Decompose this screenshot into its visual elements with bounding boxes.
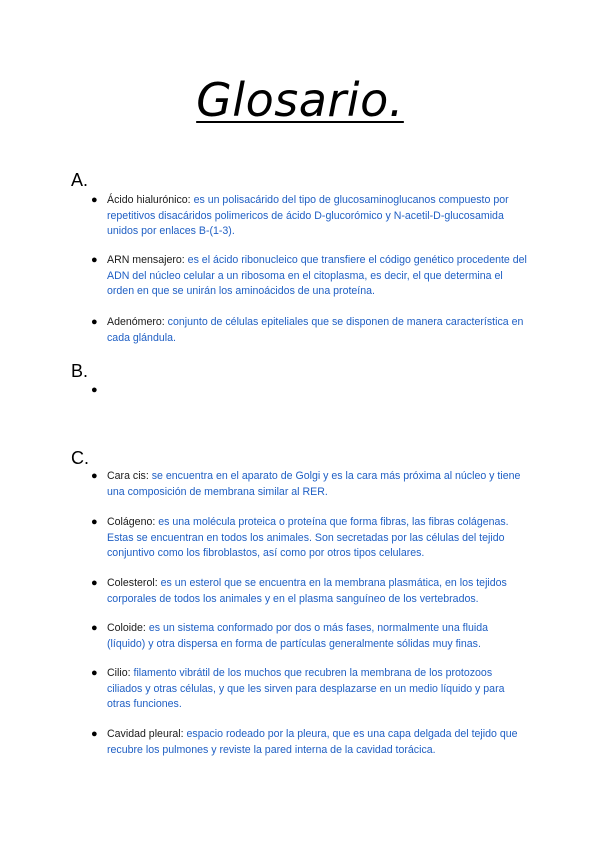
glossary-entry-colesterol [91, 576, 527, 607]
entry-term: Adenómero: [107, 316, 168, 328]
entry-definition: filamento vibrátil de los muchos que recubren la membrana de los protozoos ciliados y otras células, y que les sirven para desplazarse en un medio líquido y para otras funciones. [107, 667, 505, 711]
glossary-entry-acido-hialuronico [91, 193, 527, 240]
bullet-icon: ● [91, 194, 98, 206]
bullet-icon: ● [91, 622, 98, 634]
bullet-icon: ● [91, 316, 98, 328]
bullet-icon: ● [91, 254, 98, 266]
glossary-entry-coloide [91, 621, 527, 652]
bullet-icon: ● [91, 667, 98, 679]
glossary-entry-cavidad-pleural [91, 727, 527, 758]
section-heading-a: A. [71, 170, 89, 190]
entry-term: ARN mensajero: [107, 254, 188, 266]
entry-term: Colágeno: [107, 516, 159, 528]
glossary-entry-cara-cis [91, 469, 527, 500]
entry-definition: espacio rodeado por la pleura, que es una capa delgada del tejido que recubre los pulmones y reviste la pared interna de la cavidad torácica. [107, 728, 518, 756]
entry-definition: conjunto de células epiteliales que se disponen de manera característica en cada glándula. [107, 316, 524, 344]
entry-term: Coloide: [107, 622, 149, 634]
bullet-icon: ● [91, 470, 98, 482]
glossary-entry-adenomero [91, 315, 527, 346]
glossary-entry-colageno [91, 515, 527, 562]
bullet-icon: ● [91, 577, 98, 589]
section-heading-b: B. [71, 361, 89, 381]
empty-bullet-icon: ● [91, 384, 98, 396]
entry-term: Colesterol: [107, 577, 161, 589]
entry-definition: se encuentra en el aparato de Golgi y es la cara más próxima al núcleo y tiene una composición de membrana similar al RER. [107, 470, 521, 498]
bullet-icon: ● [91, 516, 98, 528]
entry-definition: es un polisacárido del tipo de glucosaminoglucanos compuesto por repetitivos disacáridos polimericos de ácido D-glucorómico y N-acetil-D-glucosamida unidos por enlaces B-(1-3). [107, 194, 509, 238]
glossary-entry-cilio [91, 666, 527, 713]
bullet-icon: ● [91, 728, 98, 740]
page-title: Glosario. [196, 73, 404, 127]
entry-definition: es el ácido ribonucleico que transfiere el código genético procedente del ADN del núcleo celular a un ribosoma en el citoplasma, es decir, el que determina el orden en que se unirán los aminoácidos de una proteína. [107, 254, 527, 298]
glossary-entry-arn-mensajero [91, 253, 527, 300]
section-heading-c: C. [71, 448, 89, 468]
entry-term: Cilio: [107, 667, 134, 679]
entry-definition: es un esterol que se encuentra en la membrana plasmática, en los tejidos corporales de todos los animales y en el plasma sanguíneo de los vertebrados. [107, 577, 507, 605]
entry-term: Ácido hialurónico: [107, 194, 194, 206]
entry-term: Cara cis: [107, 470, 152, 482]
entry-term: Cavidad pleural: [107, 728, 187, 740]
entry-definition: es una molécula proteica o proteína que forma fibras, las fibras colágenas. Estas se encuentran en todos los animales. Son secretadas por las células del tejido conjuntivo como los fibroblastos, así como por otros tipos celulares. [107, 516, 509, 560]
entry-definition: es un sistema conformado por dos o más fases, normalmente una fluida (líquido) y otra dispersa en forma de partículas generalmente sólidas muy finas. [107, 622, 488, 650]
